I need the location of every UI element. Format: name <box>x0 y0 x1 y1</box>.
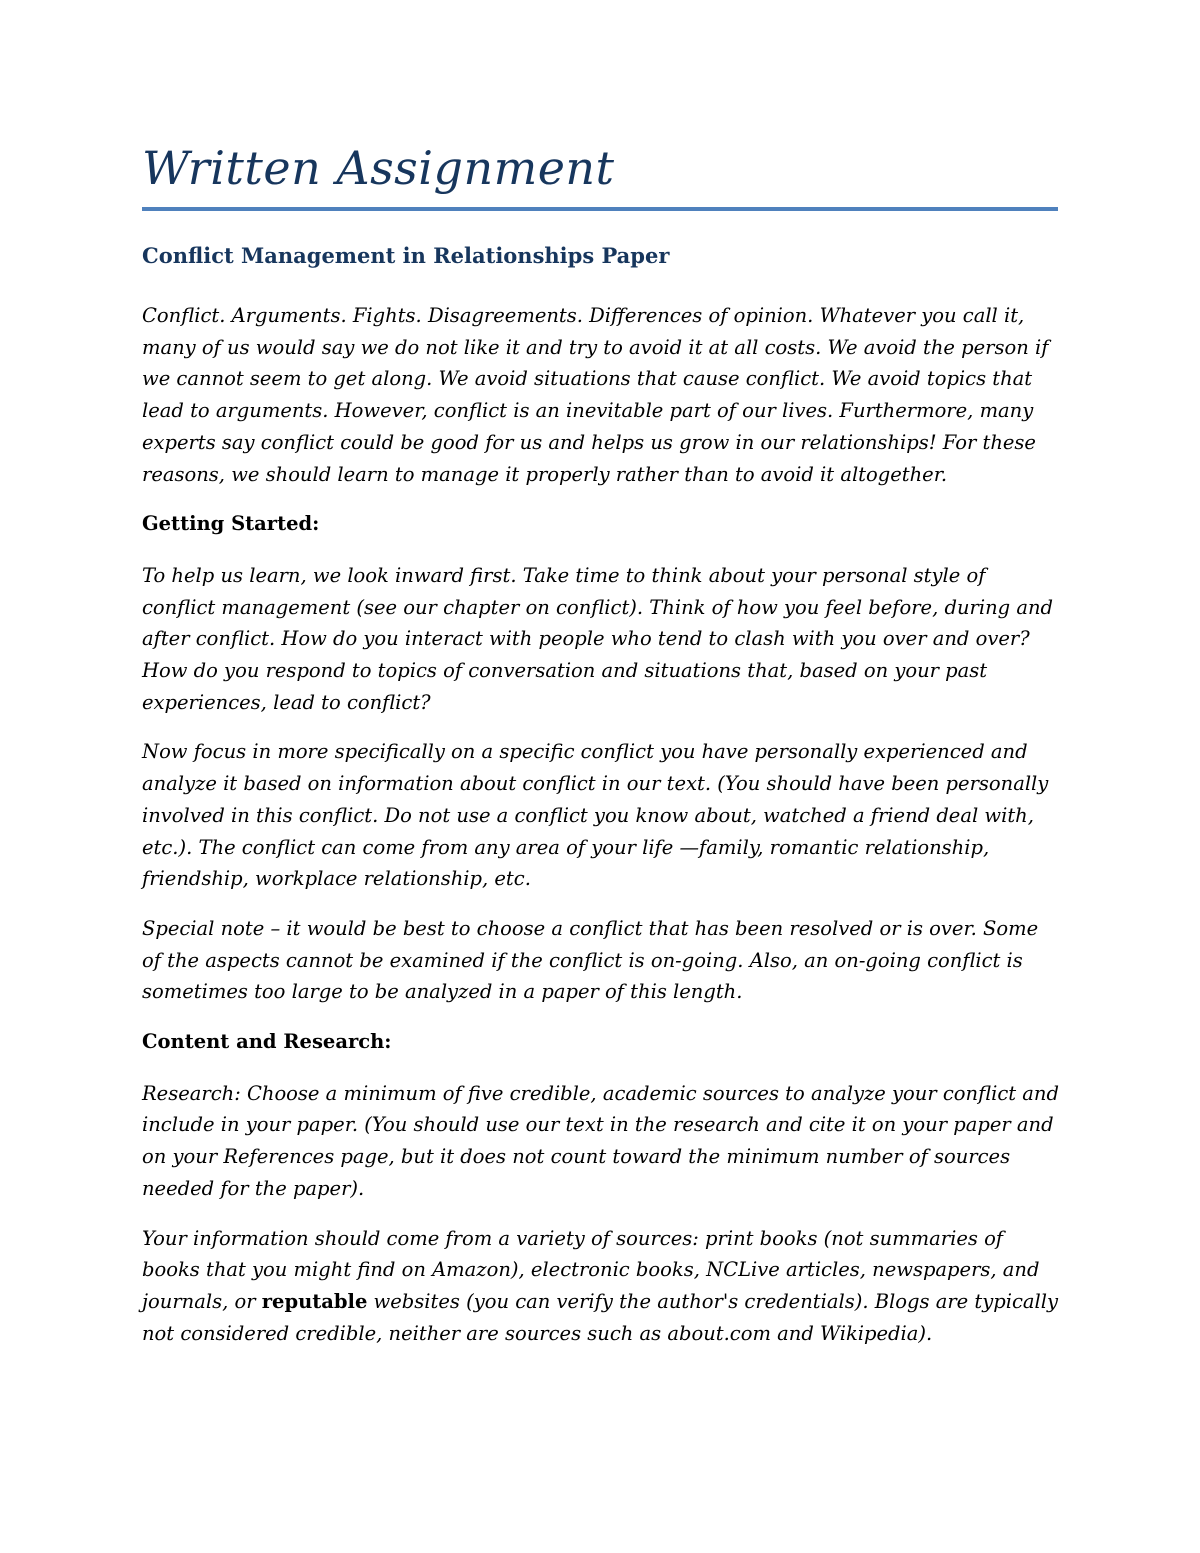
intro-paragraph: Conflict. Arguments. Fights. Disagreements. Differences of opinion. Whatever you call it, many of us would say we do not like it and try to avoid it at all costs. We avoid the person if we cannot seem to get along. We avoid situations that cause conflict. We avoid topics that lead to arguments. However, conflict is an inevitable part of our lives. Furthermore, many experts say conflict could be good for us and helps us grow in our relationships! For these reasons, we should learn to manage it properly rather than to avoid it altogether. <box>142 304 1049 486</box>
research-paragraph: Research: Choose a minimum of five credible, academic sources to analyze your conflict and include in your paper. (You should use our text in the research and cite it on your paper and on your References page, but it does not count toward the minimum number of sources needed for the paper). <box>142 1081 1059 1200</box>
special-note-paragraph: Special note – it would be best to choose a conflict that has been resolved or is over. Some of the aspects cannot be examined if the conflict is on-going. Also, an on-going conflict is sometimes too large to be analyzed in a paper of this length. <box>142 916 1039 1004</box>
document-subtitle: Conflict Management in Relationships Paper <box>142 243 670 268</box>
sources-text-before: Your information should come from a variety of sources: print books (not summaries of books that you might find on Amazon), electronic books, NCLive articles, newspapers, and journals, or <box>142 1226 1040 1313</box>
document-title: Written Assignment <box>142 141 615 195</box>
getting-started-paragraph-2: Now focus in more specifically on a specific conflict you have personally experienced and analyze it based on information about conflict in our text. (You should have been personally involved in this conflict. Do not use a conflict you know about, watched a friend deal with, etc.). The conflict can come from any area of your life —family, romantic relationship, friendship, workplace relationship, etc. <box>142 740 1049 891</box>
sources-paragraph <box>142 1223 1060 1350</box>
getting-started-heading: Getting Started: <box>142 512 320 536</box>
getting-started-paragraph-1: To help us learn, we look inward first. Take time to think about your personal style of conflict management (see our chapter on conflict). Think of how you feel before, during and after conflict. How do you interact with people who tend to clash with you over and over? How do you respond to topics of conversation and situations that, based on your past experiences, lead to conflict? <box>142 563 1053 714</box>
sources-text-after: websites (you can verify the author's credentials). Blogs are typically not considered credible, neither are sources such as about.com and Wikipedia). <box>142 1289 1059 1345</box>
title-underline-rule <box>142 207 1058 211</box>
document-body <box>142 240 1060 1367</box>
content-research-heading: Content and Research: <box>142 1030 392 1054</box>
reputable-emphasis: reputable <box>261 1289 368 1313</box>
